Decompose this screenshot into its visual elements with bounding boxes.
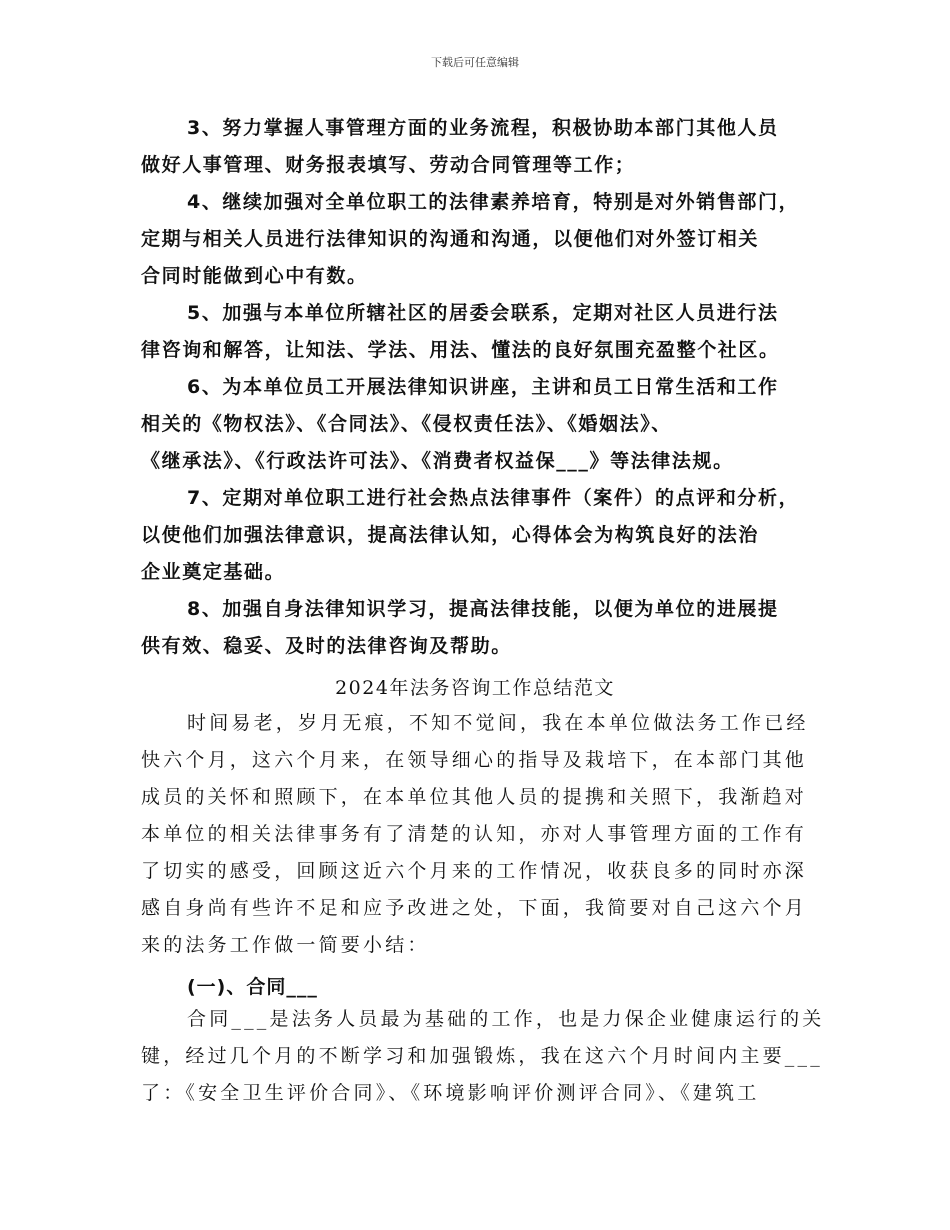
contract-line-2: 键，经过几个月的不断学习和加强锻炼，我在这六个月时间内主要___ (141, 1045, 823, 1067)
intro-line-2: 快六个月，这六个月来，在领导细心的指导及栽培下，在本部门其他 (141, 749, 808, 771)
download-note: 下载后可任意编辑 (431, 56, 519, 69)
intro-line-1: 时间易老，岁月无痕，不知不觉间，我在本单位做法务工作已经 (187, 712, 809, 734)
item-4-line-2: 定期与相关人员进行法律知识的沟通和沟通，以便他们对外签订相关 (141, 228, 760, 250)
intro-line-3: 成员的关怀和照顾下，在本单位其他人员的提携和关照下，我渐趋对 (141, 786, 808, 808)
item-4-line-1: 4、继续加强对全单位职工的法律素养培育，特别是对外销售部门， (187, 191, 800, 213)
subheading-contract: (一)、合同___ (187, 976, 318, 998)
item-8-line-1: 8、加强自身法律知识学习，提高法律技能，以便为单位的进展提 (187, 598, 779, 620)
intro-line-4: 本单位的相关法律事务有了清楚的认知，亦对人事管理方面的工作有 (141, 823, 808, 845)
item-6-line-1: 6、为本单位员工开展法律知识讲座，主讲和员工日常生活和工作 (187, 376, 779, 398)
item-7-line-3: 企业奠定基础。 (141, 561, 286, 583)
intro-line-5: 了切实的感受，回顾这近六个月来的工作情况，收获良多的同时亦深 (141, 860, 808, 882)
item-7-line-2: 以使他们加强法律意识，提高法律认知，心得体会为构筑良好的法治 (141, 524, 760, 546)
item-4-line-3: 合同时能做到心中有数。 (141, 265, 368, 287)
item-7-line-1: 7、定期对单位职工进行社会热点法律事件（案件）的点评和分析， (187, 487, 800, 509)
item-8-line-2: 供有效、稳妥、及时的法律咨询及帮助。 (141, 635, 512, 657)
contract-line-1: 合同___是法务人员最为基础的工作，也是力保企业健康运行的关 (187, 1008, 825, 1030)
item-6-line-2: 相关的《物权法》、《合同法》、《侵权责任法》、《婚姻法》、 (141, 413, 672, 435)
contract-line-3: 了：《安全卫生评价合同》、《环境影响评价测评合同》、《建筑工 (141, 1082, 760, 1104)
intro-line-7: 来的法务工作做一简要小结： (141, 934, 430, 956)
item-5-line-2: 律咨询和解答，让知法、学法、用法、懂法的良好氛围充盈整个社区。 (141, 339, 780, 361)
item-6-line-3: 《继承法》、《行政法许可法》、《消费者权益保___》等法律法规。 (141, 450, 734, 472)
item-3-line-2: 做好人事管理、财务报表填写、劳动合同管理等工作； (141, 154, 636, 176)
item-5-line-1: 5、加强与本单位所辖社区的居委会联系，定期对社区人员进行法 (187, 302, 779, 324)
intro-line-6: 感自身尚有些许不足和应予改进之处，下面，我简要对自己这六个月 (141, 897, 808, 919)
item-3-line-1: 3、努力掌握人事管理方面的业务流程，积极协助本部门其他人员 (187, 117, 779, 139)
section-title: 2024年法务咨询工作总结范文 (335, 677, 615, 699)
